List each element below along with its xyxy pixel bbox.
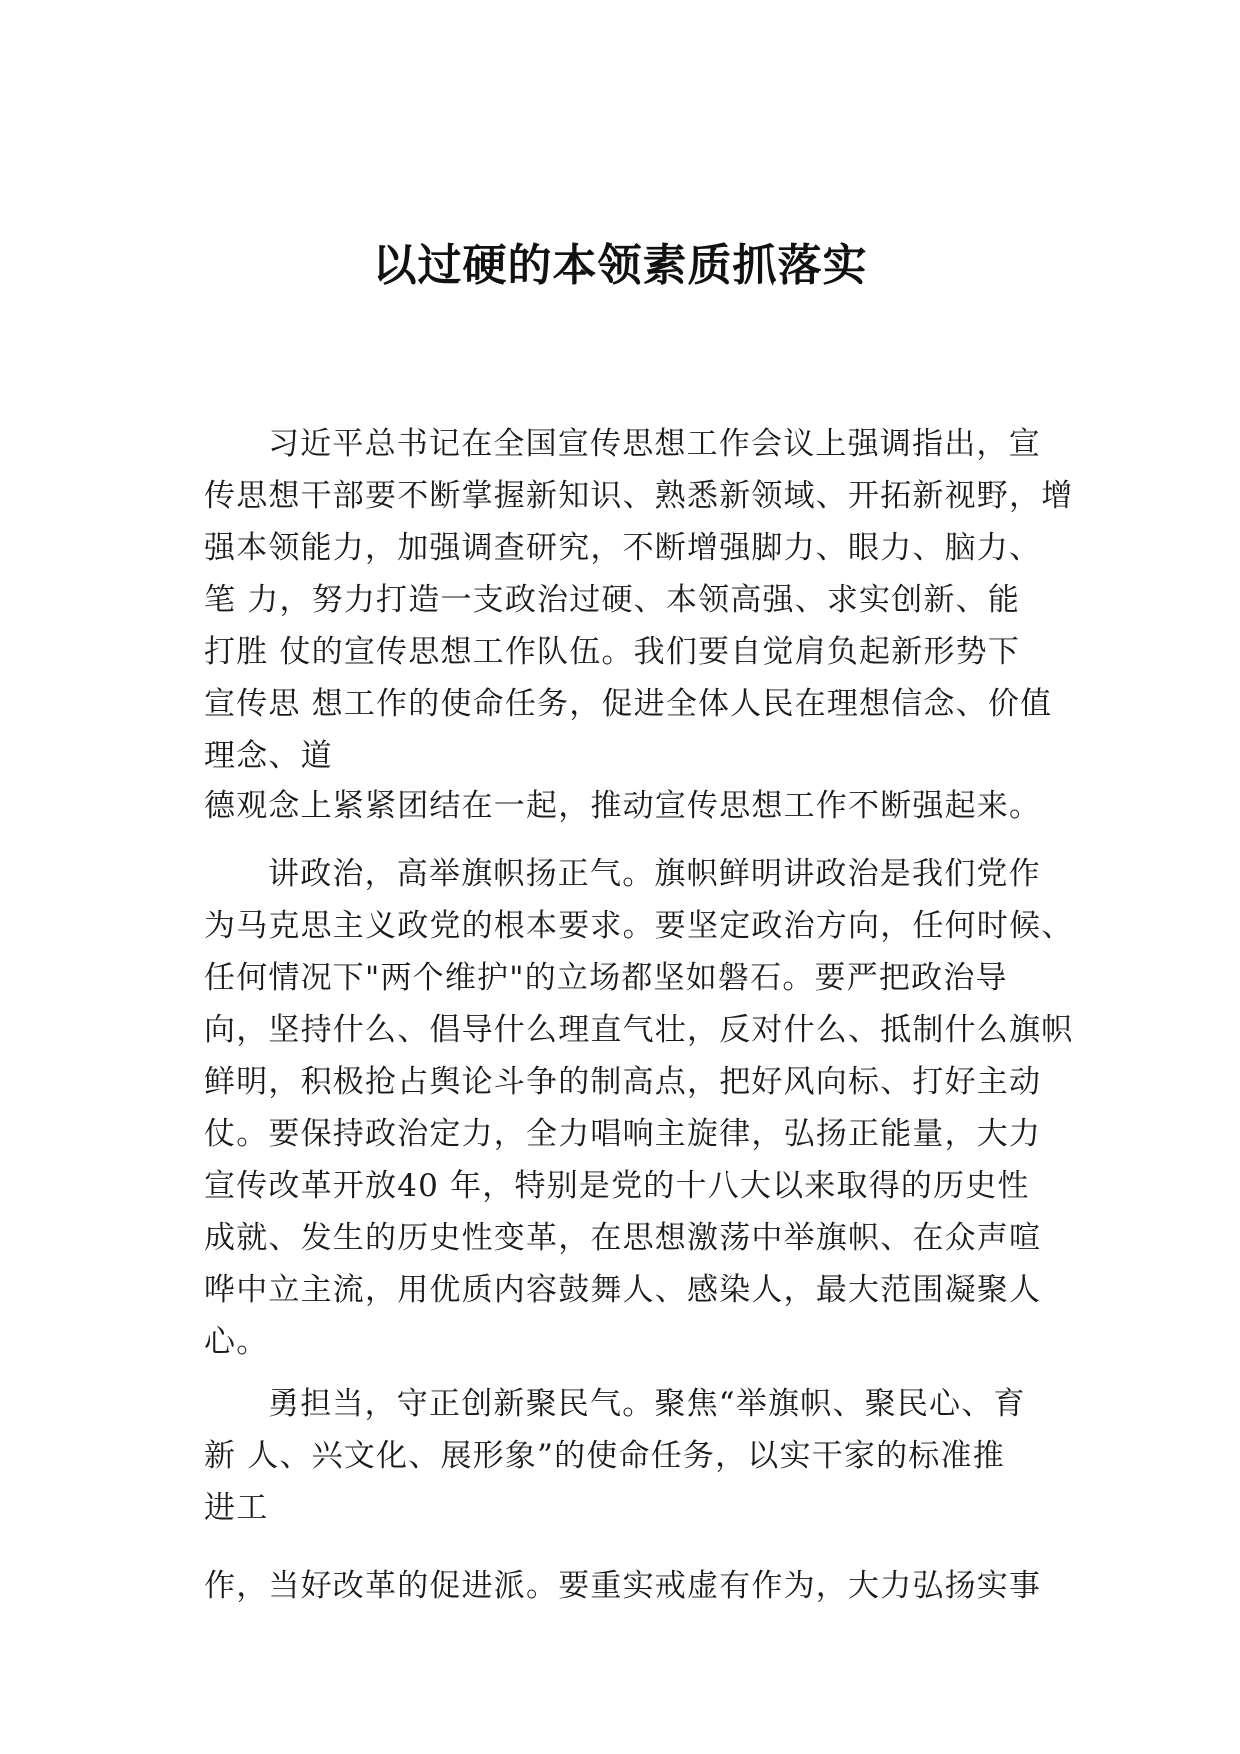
paragraph-line: 宣传思 想工作的使命任务，促进全体人民在理想信念、价值 [204, 686, 1053, 722]
paragraph-line: 讲政治，高举旗帜扬正气。旗帜鲜明讲政治是我们党作 [268, 856, 1041, 892]
paragraph-line: 勇担当，守正创新聚民气。聚焦“举旗帜、聚民心、育 [268, 1386, 1026, 1422]
paragraph-line: 心。 [204, 1324, 269, 1360]
paragraph-line: 打胜 仗的宣传思想工作队伍。我们要自觉肩负起新形势下 [204, 634, 1021, 670]
paragraph-1-continuation [204, 780, 1084, 832]
paragraph-line: 习近平总书记在全国宣传思想工作会议上强调指出，宣 [268, 426, 1041, 462]
paragraph-line: 作，当好改革的促进派。要重实戒虚有作为，大力弘扬实事 [204, 1568, 1042, 1604]
paragraph-line: 宣传改革开放40 年，特别是党的十八大以来取得的历史性 [204, 1168, 1030, 1204]
paragraph-line: 鲜明，积极抢占舆论斗争的制高点，把好风向标、打好主动 [204, 1064, 1042, 1100]
document-title: 以过硬的本领素质抓落实 [372, 240, 868, 291]
paragraph-line: 仗。要保持政治定力，全力唱响主旋律，弘扬正能量，大力 [204, 1116, 1042, 1152]
paragraph-3-continuation [204, 1560, 1084, 1612]
paragraph-line: 理念、道 [204, 738, 333, 774]
paragraph-line: 哗中立主流，用优质内容鼓舞人、感染人，最大范围凝聚人 [204, 1272, 1042, 1308]
paragraph-line: 成就、发生的历史性变革，在思想激荡中举旗帜、在众声喧 [204, 1220, 1042, 1256]
paragraph-line: 新 人、兴文化、展形象”的使命任务，以实干家的标准推 [204, 1438, 1005, 1474]
paragraph-line: 为马克思主义政党的根本要求。要坚定政治方向，任何时候、 [204, 908, 1074, 944]
paragraph-line: 德观念上紧紧团结在一起，推动宣传思想工作不断强起来。 [204, 788, 1042, 824]
paragraph-3 [204, 1378, 1084, 1534]
paragraph-2-continuation [204, 1316, 1084, 1368]
paragraph-line: 任何情况下"两个维护"的立场都坚如磐石。要严把政治导 [204, 960, 1008, 996]
paragraph-2 [204, 848, 1084, 1316]
paragraph-line: 强本领能力，加强调查研究，不断增强脚力、眼力、脑力、 [204, 530, 1042, 566]
paragraph-line: 传思想干部要不断掌握新知识、熟悉新领域、开拓新视野，增 [204, 478, 1074, 514]
paragraph-1 [204, 418, 1084, 782]
paragraph-line: 笔 力，努力打造一支政治过硬、本领高强、求实创新、能 [204, 582, 1021, 618]
paragraph-line: 进工 [204, 1490, 269, 1526]
paragraph-line: 向，坚持什么、倡导什么理直气壮，反对什么、抵制什么旗帜 [204, 1012, 1074, 1048]
